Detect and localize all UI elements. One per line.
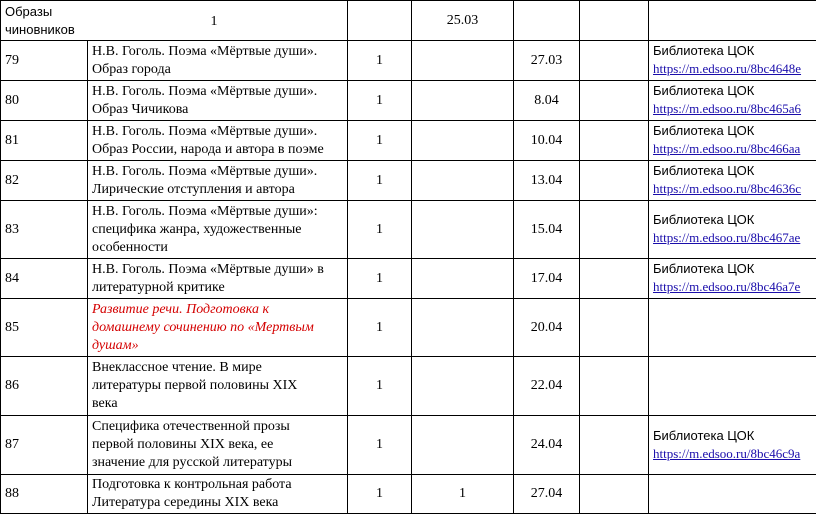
lesson-control-hours [412, 201, 514, 259]
table-row [1, 161, 816, 201]
lesson-number: 79 [1, 41, 88, 81]
lesson-topic-line: Лирические отступления и автора [92, 181, 343, 199]
lesson-topic-line: Образ России, народа и автора в поэме [92, 141, 343, 159]
lesson-topic [88, 475, 348, 514]
lesson-hours: 1 [348, 41, 412, 81]
lesson-hours: 1 [348, 416, 412, 475]
lesson-hours: 1 [348, 299, 412, 357]
lesson-topic-line: литературной критике [92, 279, 343, 297]
lesson-topic-line: Н.В. Гоголь. Поэма «Мёртвые души». [92, 163, 343, 181]
table-row [1, 259, 816, 299]
lesson-topic-line: Н.В. Гоголь. Поэма «Мёртвые души». [92, 43, 343, 61]
resource-link[interactable]: https://m.edsoo.ru/8bc46a7e [653, 279, 800, 294]
lesson-topic-line: значение для русской литературы [92, 454, 343, 472]
lesson-topic [88, 121, 348, 161]
lesson-date: 27.04 [514, 475, 580, 514]
lesson-date: 10.04 [514, 121, 580, 161]
lesson-number: 86 [1, 357, 88, 416]
lesson-topic-line: специфика жанра, художественные [92, 221, 343, 239]
header-empty-cell [348, 1, 412, 41]
resource-cell [649, 41, 816, 81]
table-row [1, 475, 816, 514]
resource-library-name: Библиотека ЦОК [653, 260, 812, 278]
empty-cell [580, 299, 649, 357]
lesson-topic-line: первой половины XIX века, ее [92, 436, 343, 454]
lesson-topic-line: домашнему сочинению по «Мертвым [92, 319, 343, 337]
resource-library-name: Библиотека ЦОК [653, 162, 812, 180]
lesson-topic-line: Образ Чичикова [92, 101, 343, 119]
lesson-topic [88, 259, 348, 299]
header-empty-cell [649, 1, 816, 41]
empty-cell [580, 121, 649, 161]
resource-cell [649, 161, 816, 201]
lesson-hours: 1 [348, 357, 412, 416]
table-row [1, 41, 816, 81]
empty-cell [580, 475, 649, 514]
header-label [1, 1, 348, 41]
table-row [1, 357, 816, 416]
lesson-topic-line: Развитие речи. Подготовка к [92, 301, 343, 319]
lesson-topic-line: Н.В. Гоголь. Поэма «Мёртвые души». [92, 123, 343, 141]
lesson-topic-line: века [92, 395, 343, 413]
lesson-number: 84 [1, 259, 88, 299]
lesson-hours: 1 [348, 121, 412, 161]
lesson-number: 83 [1, 201, 88, 259]
lesson-hours: 1 [348, 201, 412, 259]
resource-library-name: Библиотека ЦОК [653, 42, 812, 60]
lesson-number: 80 [1, 81, 88, 121]
lesson-date: 8.04 [514, 81, 580, 121]
resource-link[interactable]: https://m.edsoo.ru/8bc467ae [653, 230, 800, 245]
lesson-topic-line: Внеклассное чтение. В мире [92, 359, 343, 377]
header-empty-cell [514, 1, 580, 41]
lesson-date: 22.04 [514, 357, 580, 416]
lesson-topic [88, 201, 348, 259]
header-label-line1: Образы [5, 4, 52, 19]
lesson-control-hours [412, 416, 514, 475]
lesson-number: 82 [1, 161, 88, 201]
empty-cell [580, 161, 649, 201]
lesson-topic-line: Н.В. Гоголь. Поэма «Мёртвые души» в [92, 261, 343, 279]
table-row [1, 299, 816, 357]
header-empty-cell [580, 1, 649, 41]
lesson-hours: 1 [348, 81, 412, 121]
empty-cell [580, 41, 649, 81]
lesson-hours: 1 [348, 475, 412, 514]
empty-cell [580, 416, 649, 475]
resource-cell [649, 475, 816, 514]
table-row [1, 1, 816, 41]
resource-link[interactable]: https://m.edsoo.ru/8bc465a6 [653, 101, 801, 116]
resource-link[interactable]: https://m.edsoo.ru/8bc46c9a [653, 446, 800, 461]
lesson-control-hours: 1 [412, 475, 514, 514]
lesson-date: 24.04 [514, 416, 580, 475]
header-label-line2: чиновников [5, 22, 75, 37]
lesson-number: 81 [1, 121, 88, 161]
lesson-control-hours [412, 299, 514, 357]
lesson-topic [88, 416, 348, 475]
lesson-number: 88 [1, 475, 88, 514]
resource-cell [649, 357, 816, 416]
lesson-topic-line: Подготовка к контрольная работа [92, 476, 343, 494]
lesson-topic-line: Н.В. Гоголь. Поэма «Мёртвые души»: [92, 203, 343, 221]
lesson-date: 17.04 [514, 259, 580, 299]
empty-cell [580, 357, 649, 416]
header-date: 25.03 [412, 1, 514, 41]
empty-cell [580, 81, 649, 121]
lesson-topic-line: особенности [92, 239, 343, 257]
lesson-topic [88, 299, 348, 357]
resource-link[interactable]: https://m.edsoo.ru/8bc466aa [653, 141, 800, 156]
table-row [1, 81, 816, 121]
lesson-number: 87 [1, 416, 88, 475]
lesson-date: 27.03 [514, 41, 580, 81]
resource-cell [649, 299, 816, 357]
lesson-topic-line: Литература середины XIX века [92, 494, 343, 512]
lesson-topic-line: душам» [92, 337, 343, 355]
table-row [1, 416, 816, 475]
resource-link[interactable]: https://m.edsoo.ru/8bc4648e [653, 61, 801, 76]
empty-cell [580, 201, 649, 259]
resource-cell [649, 81, 816, 121]
resource-library-name: Библиотека ЦОК [653, 427, 812, 445]
lesson-control-hours [412, 161, 514, 201]
header-hours: 1 [85, 3, 343, 31]
lesson-topic [88, 161, 348, 201]
resource-cell [649, 201, 816, 259]
resource-cell [649, 259, 816, 299]
table-row [1, 201, 816, 259]
lesson-topic-line: Специфика отечественной прозы [92, 418, 343, 436]
resource-cell [649, 416, 816, 475]
lesson-control-hours [412, 81, 514, 121]
lesson-control-hours [412, 357, 514, 416]
lesson-topic-line: Н.В. Гоголь. Поэма «Мёртвые души». [92, 83, 343, 101]
resource-library-name: Библиотека ЦОК [653, 82, 812, 100]
lesson-topic [88, 41, 348, 81]
lesson-control-hours [412, 259, 514, 299]
lesson-topic-line: литературы первой половины XIX [92, 377, 343, 395]
lesson-control-hours [412, 41, 514, 81]
lesson-date: 20.04 [514, 299, 580, 357]
resource-library-name: Библиотека ЦОК [653, 122, 812, 140]
table-row [1, 121, 816, 161]
lesson-hours: 1 [348, 259, 412, 299]
resource-link[interactable]: https://m.edsoo.ru/8bc4636c [653, 181, 801, 196]
lesson-date: 15.04 [514, 201, 580, 259]
lesson-topic [88, 357, 348, 416]
resource-cell [649, 121, 816, 161]
empty-cell [580, 259, 649, 299]
lesson-topic [88, 81, 348, 121]
lesson-control-hours [412, 121, 514, 161]
lesson-number: 85 [1, 299, 88, 357]
resource-library-name: Библиотека ЦОК [653, 211, 812, 229]
lesson-hours: 1 [348, 161, 412, 201]
lesson-date: 13.04 [514, 161, 580, 201]
lesson-topic-line: Образ города [92, 61, 343, 79]
